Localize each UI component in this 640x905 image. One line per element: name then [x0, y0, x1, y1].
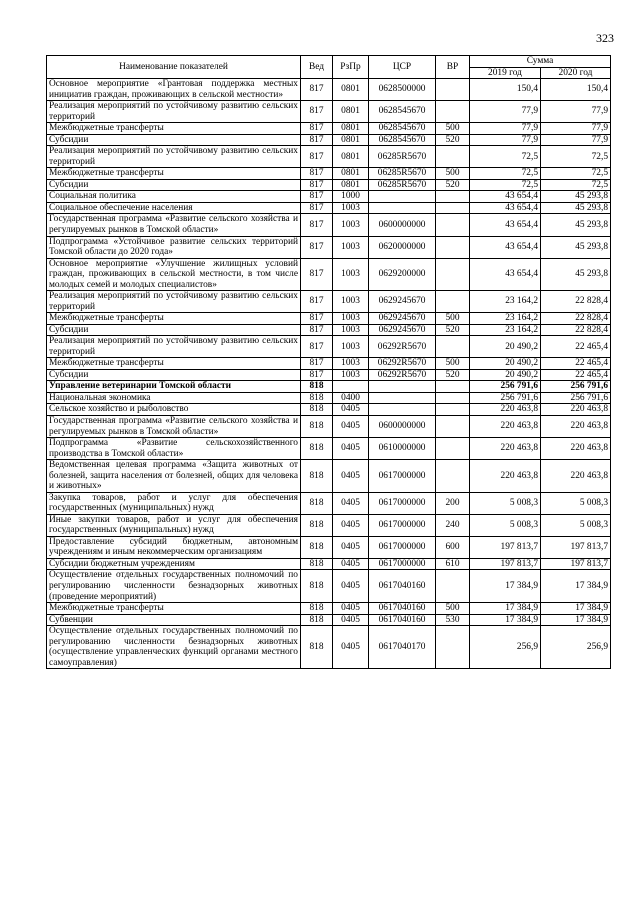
row-vr [436, 416, 470, 438]
table-row [47, 179, 611, 191]
table-row [47, 381, 611, 393]
row-2020: 72,5 [541, 146, 611, 168]
row-2019: 150,4 [470, 79, 541, 101]
table-row [47, 236, 611, 258]
row-csr: 0617040160 [369, 603, 436, 615]
row-name: Субсидии [47, 324, 301, 336]
row-2019: 220 463,8 [470, 438, 541, 460]
row-name: Государственная программа «Развитие сельского хозяйства и регулируемых рынков в Томской области» [47, 214, 301, 236]
table-row [47, 460, 611, 493]
row-vr: 500 [436, 168, 470, 180]
row-rzpr: 0405 [333, 570, 369, 603]
row-name: Реализация мероприятий по устойчивому развитию сельских территорий [47, 336, 301, 358]
table-row [47, 392, 611, 404]
row-2019: 43 654,4 [470, 202, 541, 214]
row-2020: 197 813,7 [541, 536, 611, 558]
row-name: Межбюджетные трансферты [47, 168, 301, 180]
row-2020: 45 293,8 [541, 202, 611, 214]
row-rzpr: 0400 [333, 392, 369, 404]
row-2020: 5 008,3 [541, 492, 611, 514]
row-vr [436, 191, 470, 203]
row-name: Межбюджетные трансферты [47, 313, 301, 325]
row-2020: 22 828,4 [541, 291, 611, 313]
row-name: Реализация мероприятий по устойчивому развитию сельских территорий [47, 291, 301, 313]
row-name: Сельское хозяйство и рыболовство [47, 404, 301, 416]
table-row [47, 258, 611, 291]
row-name: Межбюджетные трансферты [47, 603, 301, 615]
row-2019: 77,9 [470, 101, 541, 123]
row-name: Межбюджетные трансферты [47, 123, 301, 135]
row-2020: 22 828,4 [541, 324, 611, 336]
row-2020: 256 791,6 [541, 392, 611, 404]
row-2020: 72,5 [541, 179, 611, 191]
row-2019: 23 164,2 [470, 324, 541, 336]
row-ved: 817 [301, 214, 333, 236]
row-2020: 256 791,6 [541, 381, 611, 393]
row-name: Управление ветеринарии Томской области [47, 381, 301, 393]
row-name: Иные закупки товаров, работ и услуг для обеспечения государственных (муниципальных) нужд [47, 514, 301, 536]
row-vr: 240 [436, 514, 470, 536]
row-ved: 817 [301, 358, 333, 370]
header-name: Наименование показателей [47, 56, 301, 79]
row-csr [369, 392, 436, 404]
row-csr: 0629200000 [369, 258, 436, 291]
row-2020: 77,9 [541, 134, 611, 146]
row-vr [436, 404, 470, 416]
row-2019: 20 490,2 [470, 358, 541, 370]
row-rzpr: 0801 [333, 179, 369, 191]
row-ved: 817 [301, 191, 333, 203]
table-row [47, 369, 611, 381]
row-rzpr: 0801 [333, 79, 369, 101]
row-2019: 5 008,3 [470, 492, 541, 514]
row-vr: 520 [436, 134, 470, 146]
table-row [47, 514, 611, 536]
row-ved: 817 [301, 291, 333, 313]
row-csr [369, 202, 436, 214]
row-name: Социальная политика [47, 191, 301, 203]
row-rzpr: 1003 [333, 369, 369, 381]
row-ved: 817 [301, 369, 333, 381]
row-vr: 500 [436, 123, 470, 135]
table-row [47, 146, 611, 168]
row-2019: 256 791,6 [470, 381, 541, 393]
row-vr: 500 [436, 313, 470, 325]
row-ved: 818 [301, 404, 333, 416]
row-rzpr: 1003 [333, 202, 369, 214]
row-name: Межбюджетные трансферты [47, 358, 301, 370]
row-2019: 72,5 [470, 146, 541, 168]
row-ved: 818 [301, 381, 333, 393]
row-2019: 43 654,4 [470, 236, 541, 258]
row-name: Реализация мероприятий по устойчивому развитию сельских территорий [47, 101, 301, 123]
table-row [47, 123, 611, 135]
row-2020: 22 465,4 [541, 336, 611, 358]
row-2020: 77,9 [541, 101, 611, 123]
row-2020: 256,9 [541, 626, 611, 669]
table-row [47, 626, 611, 669]
table-row [47, 101, 611, 123]
row-2019: 197 813,7 [470, 558, 541, 570]
row-vr [436, 626, 470, 669]
table-row [47, 191, 611, 203]
row-vr: 500 [436, 358, 470, 370]
row-vr [436, 460, 470, 493]
row-csr: 0629245670 [369, 324, 436, 336]
row-vr: 610 [436, 558, 470, 570]
row-rzpr: 1003 [333, 358, 369, 370]
table-row [47, 404, 611, 416]
row-name: Осуществление отдельных государственных полномочий по регулированию численности безнадзорных животных (осуществление управленческих функций органами местного самоуправления) [47, 626, 301, 669]
row-ved: 817 [301, 168, 333, 180]
row-vr: 500 [436, 603, 470, 615]
row-csr: 0617000000 [369, 460, 436, 493]
row-name: Предоставление субсидий бюджетным, автономным учреждениям и иным некоммерческим организациям [47, 536, 301, 558]
row-csr: 0628545670 [369, 134, 436, 146]
row-csr: 0628545670 [369, 123, 436, 135]
row-ved: 817 [301, 123, 333, 135]
row-2020: 17 384,9 [541, 570, 611, 603]
row-ved: 818 [301, 460, 333, 493]
row-name: Государственная программа «Развитие сельского хозяйства и регулируемых рынков в Томской области» [47, 416, 301, 438]
table-row [47, 492, 611, 514]
row-ved: 817 [301, 336, 333, 358]
table-row [47, 214, 611, 236]
row-rzpr [333, 381, 369, 393]
table-body [47, 79, 611, 669]
row-vr [436, 392, 470, 404]
row-csr [369, 404, 436, 416]
header-2019: 2019 год [470, 67, 541, 79]
row-2019: 43 654,4 [470, 258, 541, 291]
row-ved: 818 [301, 558, 333, 570]
row-name: Подпрограмма «Развитие сельскохозяйственного производства в Томской области» [47, 438, 301, 460]
row-vr [436, 146, 470, 168]
row-ved: 818 [301, 392, 333, 404]
row-name: Субвенции [47, 614, 301, 626]
row-rzpr: 0801 [333, 168, 369, 180]
table-row [47, 313, 611, 325]
row-ved: 818 [301, 614, 333, 626]
row-rzpr: 0405 [333, 614, 369, 626]
row-vr [436, 336, 470, 358]
row-name: Национальная экономика [47, 392, 301, 404]
row-name: Социальное обеспечение населения [47, 202, 301, 214]
row-name: Субсидии [47, 369, 301, 381]
table-row [47, 416, 611, 438]
header-csr: ЦСР [369, 56, 436, 79]
row-csr: 06292R5670 [369, 369, 436, 381]
row-rzpr: 0405 [333, 558, 369, 570]
row-csr: 0620000000 [369, 236, 436, 258]
row-2019: 77,9 [470, 134, 541, 146]
row-2020: 22 465,4 [541, 358, 611, 370]
row-rzpr: 0405 [333, 404, 369, 416]
row-rzpr: 1003 [333, 313, 369, 325]
row-2020: 22 465,4 [541, 369, 611, 381]
row-rzpr: 0405 [333, 416, 369, 438]
row-2020: 77,9 [541, 123, 611, 135]
row-csr: 0600000000 [369, 214, 436, 236]
table-row [47, 603, 611, 615]
row-vr [436, 291, 470, 313]
table-row [47, 324, 611, 336]
table-row [47, 558, 611, 570]
row-vr [436, 101, 470, 123]
row-ved: 817 [301, 324, 333, 336]
row-ved: 817 [301, 134, 333, 146]
row-2019: 72,5 [470, 179, 541, 191]
row-vr: 530 [436, 614, 470, 626]
header-rzpr: РзПр [333, 56, 369, 79]
row-ved: 818 [301, 570, 333, 603]
table-row [47, 614, 611, 626]
row-name: Субсидии [47, 179, 301, 191]
row-ved: 817 [301, 179, 333, 191]
row-2020: 220 463,8 [541, 460, 611, 493]
row-2020: 72,5 [541, 168, 611, 180]
header-sum: Сумма [470, 56, 611, 68]
row-name: Основное мероприятие «Улучшение жилищных условий граждан, проживающих в сельской местности, в том числе молодых семей и молодых специалистов» [47, 258, 301, 291]
row-rzpr: 1000 [333, 191, 369, 203]
row-rzpr: 0405 [333, 626, 369, 669]
row-2019: 220 463,8 [470, 404, 541, 416]
row-ved: 818 [301, 438, 333, 460]
table-row [47, 134, 611, 146]
row-2020: 45 293,8 [541, 236, 611, 258]
row-vr: 520 [436, 179, 470, 191]
row-2019: 220 463,8 [470, 460, 541, 493]
row-2020: 45 293,8 [541, 191, 611, 203]
row-vr [436, 438, 470, 460]
table-row [47, 79, 611, 101]
table-row [47, 536, 611, 558]
row-csr [369, 191, 436, 203]
row-ved: 817 [301, 202, 333, 214]
row-name: Субсидии [47, 134, 301, 146]
row-ved: 818 [301, 603, 333, 615]
row-2019: 17 384,9 [470, 614, 541, 626]
row-vr [436, 236, 470, 258]
row-rzpr: 1003 [333, 291, 369, 313]
row-csr: 06292R5670 [369, 336, 436, 358]
row-csr: 0629245670 [369, 291, 436, 313]
row-2020: 17 384,9 [541, 614, 611, 626]
row-name: Закупка товаров, работ и услуг для обеспечения государственных (муниципальных) нужд [47, 492, 301, 514]
row-vr: 600 [436, 536, 470, 558]
row-2019: 20 490,2 [470, 336, 541, 358]
row-csr [369, 381, 436, 393]
row-2019: 197 813,7 [470, 536, 541, 558]
row-2019: 23 164,2 [470, 291, 541, 313]
row-2020: 150,4 [541, 79, 611, 101]
row-2020: 220 463,8 [541, 404, 611, 416]
row-rzpr: 0405 [333, 460, 369, 493]
row-2019: 220 463,8 [470, 416, 541, 438]
row-csr: 06285R5670 [369, 168, 436, 180]
row-ved: 818 [301, 536, 333, 558]
row-2020: 220 463,8 [541, 416, 611, 438]
row-2020: 45 293,8 [541, 258, 611, 291]
row-name: Подпрограмма «Устойчивое развитие сельских территорий Томской области до 2020 года» [47, 236, 301, 258]
row-csr: 0610000000 [369, 438, 436, 460]
row-csr: 0617000000 [369, 536, 436, 558]
row-ved: 817 [301, 313, 333, 325]
table-row [47, 291, 611, 313]
row-csr: 0600000000 [369, 416, 436, 438]
row-vr [436, 79, 470, 101]
row-2019: 17 384,9 [470, 570, 541, 603]
row-ved: 817 [301, 258, 333, 291]
row-vr: 520 [436, 324, 470, 336]
row-2020: 17 384,9 [541, 603, 611, 615]
row-csr: 0628545670 [369, 101, 436, 123]
row-name: Осуществление отдельных государственных полномочий по регулированию численности безнадзорных животных (проведение мероприятий) [47, 570, 301, 603]
row-ved: 817 [301, 101, 333, 123]
row-ved: 817 [301, 236, 333, 258]
row-name: Субсидии бюджетным учреждениям [47, 558, 301, 570]
row-2020: 22 828,4 [541, 313, 611, 325]
row-ved: 818 [301, 514, 333, 536]
row-name: Основное мероприятие «Грантовая поддержка местных инициатив граждан, проживающих в сельской местности» [47, 79, 301, 101]
row-rzpr: 0801 [333, 101, 369, 123]
row-vr: 520 [436, 369, 470, 381]
row-2020: 197 813,7 [541, 558, 611, 570]
table-row [47, 358, 611, 370]
row-2019: 43 654,4 [470, 191, 541, 203]
row-ved: 817 [301, 79, 333, 101]
table-row [47, 202, 611, 214]
row-2019: 23 164,2 [470, 313, 541, 325]
row-rzpr: 1003 [333, 258, 369, 291]
row-csr: 0617000000 [369, 514, 436, 536]
row-vr [436, 570, 470, 603]
table-row [47, 336, 611, 358]
row-rzpr: 0405 [333, 514, 369, 536]
row-vr [436, 214, 470, 236]
table-row [47, 168, 611, 180]
row-rzpr: 0801 [333, 134, 369, 146]
row-rzpr: 0405 [333, 536, 369, 558]
row-rzpr: 1003 [333, 214, 369, 236]
header-row [47, 56, 611, 68]
row-csr: 0617000000 [369, 558, 436, 570]
row-rzpr: 1003 [333, 324, 369, 336]
row-csr: 06285R5670 [369, 179, 436, 191]
row-2019: 5 008,3 [470, 514, 541, 536]
row-name: Реализация мероприятий по устойчивому развитию сельских территорий [47, 146, 301, 168]
budget-table [46, 55, 611, 669]
row-rzpr: 1003 [333, 336, 369, 358]
row-csr: 0617040160 [369, 614, 436, 626]
row-rzpr: 0405 [333, 438, 369, 460]
row-ved: 818 [301, 416, 333, 438]
row-csr: 0617040160 [369, 570, 436, 603]
row-vr [436, 202, 470, 214]
row-2020: 220 463,8 [541, 438, 611, 460]
header-ved: Вед [301, 56, 333, 79]
row-csr: 0617000000 [369, 492, 436, 514]
header-vr: ВР [436, 56, 470, 79]
row-2019: 256 791,6 [470, 392, 541, 404]
page-number: 323 [596, 31, 614, 45]
row-rzpr: 0801 [333, 123, 369, 135]
row-2019: 72,5 [470, 168, 541, 180]
row-2019: 43 654,4 [470, 214, 541, 236]
row-csr: 06285R5670 [369, 146, 436, 168]
row-ved: 818 [301, 626, 333, 669]
row-rzpr: 0801 [333, 146, 369, 168]
row-csr: 0628500000 [369, 79, 436, 101]
row-2019: 17 384,9 [470, 603, 541, 615]
row-ved: 818 [301, 492, 333, 514]
row-2019: 77,9 [470, 123, 541, 135]
row-2020: 5 008,3 [541, 514, 611, 536]
row-ved: 817 [301, 146, 333, 168]
header-2020: 2020 год [541, 67, 611, 79]
row-vr [436, 258, 470, 291]
row-rzpr: 0405 [333, 492, 369, 514]
row-rzpr: 0405 [333, 603, 369, 615]
table-row [47, 438, 611, 460]
row-2019: 256,9 [470, 626, 541, 669]
row-csr: 0629245670 [369, 313, 436, 325]
row-vr [436, 381, 470, 393]
row-name: Ведомственная целевая программа «Защита животных от болезней, защита населения от болезней, общих для человека и животных» [47, 460, 301, 493]
row-vr: 200 [436, 492, 470, 514]
row-csr: 06292R5670 [369, 358, 436, 370]
row-2019: 20 490,2 [470, 369, 541, 381]
row-csr: 0617040170 [369, 626, 436, 669]
row-2020: 45 293,8 [541, 214, 611, 236]
row-rzpr: 1003 [333, 236, 369, 258]
table-row [47, 570, 611, 603]
